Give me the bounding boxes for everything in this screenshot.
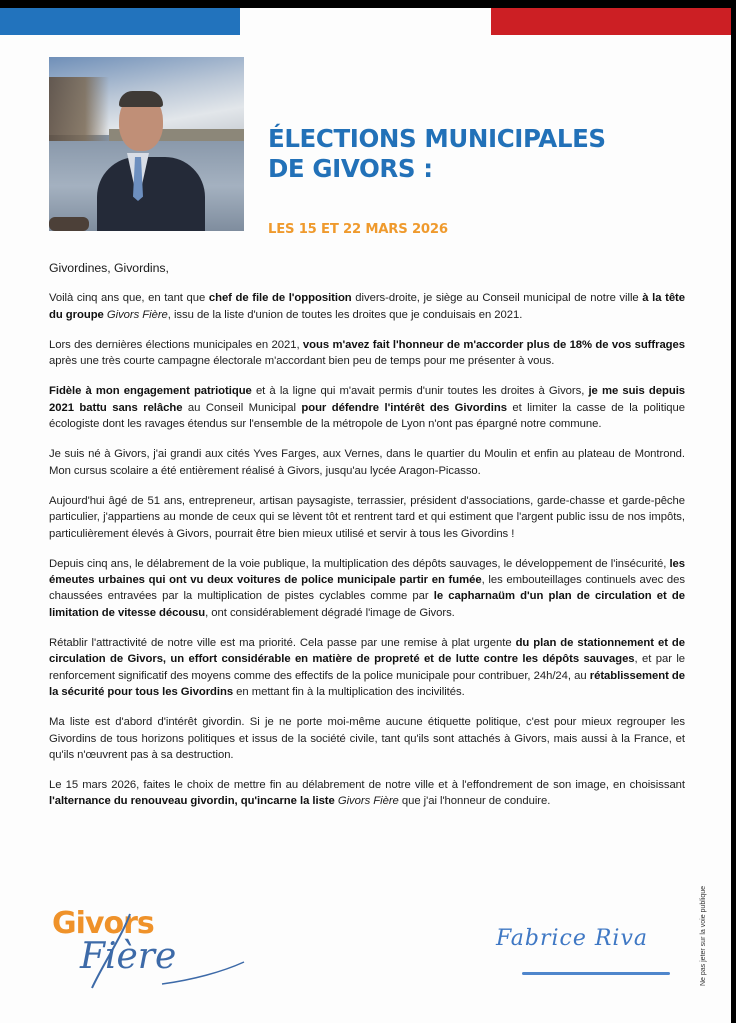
- letter-paragraph: Rétablir l'attractivité de notre ville est ma priorité. Cela passe par une remise à plat urgente du plan de stationnement et de circulation de Givors, un effort considérable en matière de propreté et de lutte contre les dépôts sauvages, et par le renforcement significatif des moyens comme des effectifs de la police municipale pour contribuer, 24h/24, au rétablissement de la sécurité pour tous les Givordins en mettant fin à la multiplication des incivilités.: [49, 637, 686, 698]
- title-line-1: ÉLECTIONS MUNICIPALES: [268, 124, 606, 153]
- disposal-notice: Ne pas jeter sur la voie publique: [700, 885, 707, 986]
- letter-paragraph: Fidèle à mon engagement patriotique et à la ligne qui m'avait permis d'unir toutes les droites à Givors, je me suis depuis 2021 battu sans relâche au Conseil Municipal pour défendre l'intérêt des Givordins et limiter la casse de la politique écologiste dont les ravages étendus sur l'ensemble de la métropole de Lyon n'ont pas épargné notre commune.: [49, 385, 686, 431]
- flag-stripe-red: [491, 8, 731, 35]
- leaflet-page: [0, 8, 731, 1023]
- page-title: [268, 124, 606, 184]
- letter-paragraph: Je suis né à Givors, j'ai grandi aux cités Yves Farges, aux Vernes, dans le quartier du Moulin et enfin au plateau de Montrond. Mon cursus scolaire a été entièrement réalisé à Givors, jusqu'au lycée Aragon-Picasso.: [49, 448, 685, 477]
- givors-fiere-logo: [52, 906, 252, 996]
- signature-underline: [522, 972, 670, 975]
- title-line-2: DE GIVORS :: [268, 154, 433, 183]
- letter-paragraph: Ma liste est d'abord d'intérêt givordin. Si je ne porte moi-même aucune étiquette politique, c'est pour mieux regrouper les Givordins de tous horizons politiques et issus de la société civile, tant qu'ils sont attachés à Givors, mais aussi à la France, et qu'ils n'œuvrent pas à sa destruction.: [49, 716, 685, 761]
- letter-paragraph: Lors des dernières élections municipales en 2021, vous m'avez fait l'honneur de m'accorder plus de 18% de vos suffrages après une très courte campagne électorale m'accordant bien peu de temps pour me présenter à vous.: [49, 338, 685, 368]
- letter-body: [49, 260, 685, 824]
- letter-paragraph: Le 15 mars 2026, faites le choix de mettre fin au délabrement de notre ville et à l'effondrement de son image, en choisissant l'alternance du renouveau givordin, qu'incarne la liste Givors Fière que j'ai l'honneur de conduire.: [49, 779, 685, 808]
- logo-wordmark: Givors: [52, 906, 154, 941]
- letter-paragraphs: [49, 290, 685, 809]
- signature-text: Fabrice Riva: [496, 926, 649, 951]
- greeting: Givordines, Givordins,: [49, 261, 169, 275]
- election-dates: LES 15 ET 22 MARS 2026: [268, 222, 448, 237]
- logo-script: Fière: [80, 936, 177, 977]
- flag-stripe-blue: [0, 8, 240, 35]
- logo-swoosh-icon: [52, 906, 252, 996]
- letter-paragraph: Aujourd'hui âgé de 51 ans, entrepreneur, artisan paysagiste, terrassier, président d'associations, garde-chasse et garde-pêche particulier, j'appartiens au monde de ceux qui se lèvent tôt et rentrent tard et qui estiment que l'argent public issu de nos impôts, particulièrement élevés à Givors, pourrait être bien mieux utilisé et servir à tous les Givordins !: [49, 494, 685, 540]
- letter-paragraph: Voilà cinq ans que, en tant que chef de file de l'opposition divers-droite, je siège au Conseil municipal de notre ville à la tête du groupe Givors Fière, issu de la liste d'union de toutes les droites que je conduisais en 2021.: [49, 292, 685, 321]
- letter-paragraph: Depuis cinq ans, le délabrement de la voie publique, la multiplication des dépôts sauvages, le développement de l'insécurité, les émeutes urbaines qui ont vu deux voitures de police municipale partir en fumée, les embouteillages continuels avec des chaussées entravées par la multiplication de pistes cyclables comme par le capharnaüm d'un plan de circulation et de limitation de vitesse décousu, ont considérablement dégradé l'image de Givors.: [49, 557, 685, 619]
- candidate-photo: [49, 57, 244, 231]
- signature: [496, 926, 686, 986]
